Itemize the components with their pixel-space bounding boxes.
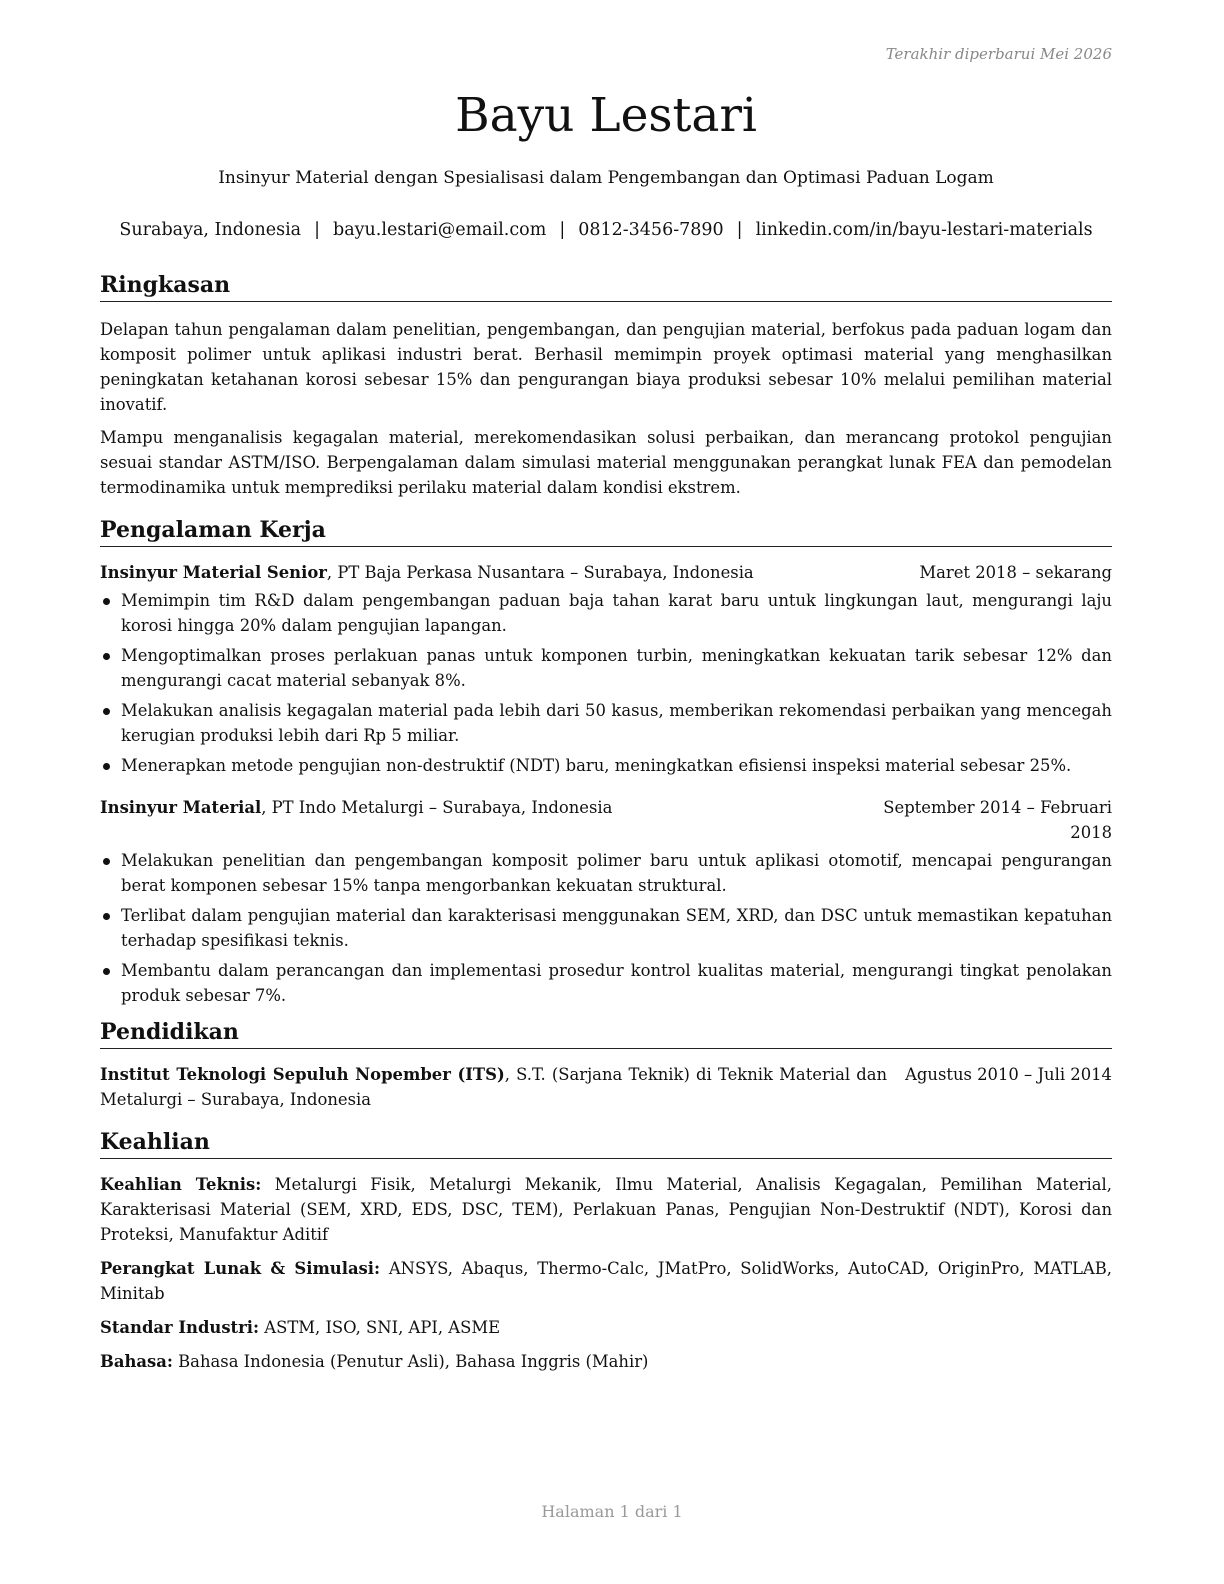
section-title-experience: Pengalaman Kerja (100, 515, 1112, 547)
bullet-icon (103, 763, 110, 770)
bullet-text: Melakukan penelitian dan pengembangan komposit polimer baru untuk aplikasi otomotif, mencapai pengurangan berat komponen sebesar 15% tanpa mengorbankan kekuatan struktural. (121, 851, 1112, 895)
job-dates: September 2014 – Februari 2018 (883, 798, 1112, 842)
bullet-text: Menerapkan metode pengujian non-destruktif (NDT) baru, meningkatkan efisiensi inspeksi material sebesar 25%. (121, 756, 1072, 775)
job-bullets (100, 848, 1112, 1008)
contact-email[interactable]: bayu.lestari@email.com (333, 220, 547, 240)
education-school-degree (100, 1062, 905, 1112)
list-item (100, 753, 1112, 778)
skill-value: ANSYS, Abaqus, Thermo-Calc, JMatPro, SolidWorks, AutoCAD, OriginPro, MATLAB, Minitab (100, 1259, 1113, 1303)
bullet-icon (103, 968, 110, 975)
skill-label: Bahasa: (100, 1352, 173, 1371)
bullet-text: Membantu dalam perancangan dan implementasi prosedur kontrol kualitas material, mengurangi tingkat penolakan produk sebesar 7%. (121, 961, 1112, 1005)
skill-label: Standar Industri: (100, 1318, 260, 1337)
job-header (100, 795, 1112, 845)
skill-line (100, 1172, 1112, 1247)
job-header (100, 560, 1112, 585)
job-entry (100, 795, 1112, 1008)
job-dates: Maret 2018 – sekarang (919, 563, 1112, 582)
skill-label: Perangkat Lunak & Simulasi: (100, 1259, 381, 1278)
bullet-icon (103, 708, 110, 715)
skill-value: Bahasa Indonesia (Penutur Asli), Bahasa Inggris (Mahir) (172, 1352, 649, 1371)
resume-content (100, 270, 1112, 1383)
section-title-skills: Keahlian (100, 1127, 1112, 1159)
skills-section (100, 1127, 1112, 1374)
candidate-name: Bayu Lestari (455, 88, 757, 143)
bullet-icon (103, 858, 110, 865)
last-updated: Terakhir diperbarui Mei 2026 (885, 45, 1112, 63)
contact-location: Surabaya, Indonesia (119, 220, 302, 240)
bullet-icon (103, 913, 110, 920)
education-school: Institut Teknologi Sepuluh Nopember (ITS) (100, 1065, 505, 1084)
job-role: Insinyur Material (100, 798, 262, 817)
education-dates: Agustus 2010 – Juli 2014 (905, 1065, 1112, 1084)
education-detail: , S.T. (Sarjana Teknik) di Teknik Material dan Metalurgi – Surabaya, Indonesia (100, 1065, 888, 1109)
contact-separator: | (559, 220, 566, 240)
job-org: , PT Baja Perkasa Nusantara – Surabaya, Indonesia (326, 563, 754, 582)
skill-label: Keahlian Teknis: (100, 1175, 262, 1194)
contact-linkedin[interactable]: linkedin.com/in/bayu-lestari-materials (755, 220, 1093, 240)
skill-line (100, 1256, 1112, 1306)
contact-line (90, 220, 1122, 240)
summary-paragraph: Delapan tahun pengalaman dalam penelitian, pengembangan, dan pengujian material, berfokus pada paduan logam dan komposit polimer untuk aplikasi industri berat. Berhasil memimpin proyek optimasi material yang menghasilkan peningkatan ketahanan korosi sebesar 15% dan pengurangan biaya produksi sebesar 10% melalui pemilihan material inovatif. (100, 320, 1112, 414)
job-bullets (100, 588, 1112, 778)
bullet-icon (103, 598, 110, 605)
skill-line (100, 1349, 1112, 1374)
summary-section (100, 270, 1112, 500)
skill-value: Metalurgi Fisik, Metalurgi Mekanik, Ilmu Material, Analisis Kegagalan, Pemilihan Material, Karakterisasi Material (SEM, XRD, EDS, DSC, TEM), Perlakuan Panas, Pengujian Non-Destruktif (NDT), Korosi dan Proteksi, Manufaktur Aditif (100, 1175, 1112, 1244)
list-item (100, 848, 1112, 898)
skill-line (100, 1315, 1112, 1340)
job-entry (100, 560, 1112, 778)
contact-separator: | (736, 220, 743, 240)
job-title-org (100, 795, 612, 845)
bullet-text: Melakukan analisis kegagalan material pada lebih dari 50 kasus, memberikan rekomendasi perbaikan yang mencegah kerugian produksi lebih dari Rp 5 miliar. (121, 701, 1112, 745)
list-item (100, 643, 1112, 693)
contact-phone: 0812-3456-7890 (578, 220, 724, 240)
section-title-summary: Ringkasan (100, 270, 1112, 302)
contact-separator: | (314, 220, 321, 240)
bullet-icon (103, 653, 110, 660)
summary-paragraph: Mampu menganalisis kegagalan material, merekomendasikan solusi perbaikan, dan merancang protokol pengujian sesuai standar ASTM/ISO. Berpengalaman dalam simulasi material menggunakan perangkat lunak FEA dan pemodelan termodinamika untuk memprediksi perilaku material dalam kondisi ekstrem. (100, 428, 1112, 497)
list-item (100, 698, 1112, 748)
list-item (100, 958, 1112, 1008)
section-title-education: Pendidikan (100, 1017, 1112, 1049)
list-item (100, 903, 1112, 953)
job-role: Insinyur Material Senior (100, 563, 327, 582)
bullet-text: Memimpin tim R&D dalam pengembangan paduan baja tahan karat baru untuk lingkungan laut, mengurangi laju korosi hingga 20% dalam pengujian lapangan. (121, 591, 1112, 635)
job-title-org (100, 560, 754, 585)
bullet-text: Mengoptimalkan proses perlakuan panas untuk komponen turbin, meningkatkan kekuatan tarik sebesar 12% dan mengurangi cacat material sebanyak 8%. (121, 646, 1112, 690)
page-footer: Halaman 1 dari 1 (541, 1502, 683, 1521)
job-org: , PT Indo Metalurgi – Surabaya, Indonesia (261, 798, 613, 817)
bullet-text: Terlibat dalam pengujian material dan karakterisasi menggunakan SEM, XRD, dan DSC untuk memastikan kepatuhan terhadap spesifikasi teknis. (121, 906, 1112, 950)
headline: Insinyur Material dengan Spesialisasi dalam Pengembangan dan Optimasi Paduan Logam (218, 168, 994, 188)
experience-section (100, 515, 1112, 1008)
list-item (100, 588, 1112, 638)
skill-value: ASTM, ISO, SNI, API, ASME (259, 1318, 501, 1337)
education-section (100, 1017, 1112, 1112)
education-entry (100, 1062, 1112, 1112)
